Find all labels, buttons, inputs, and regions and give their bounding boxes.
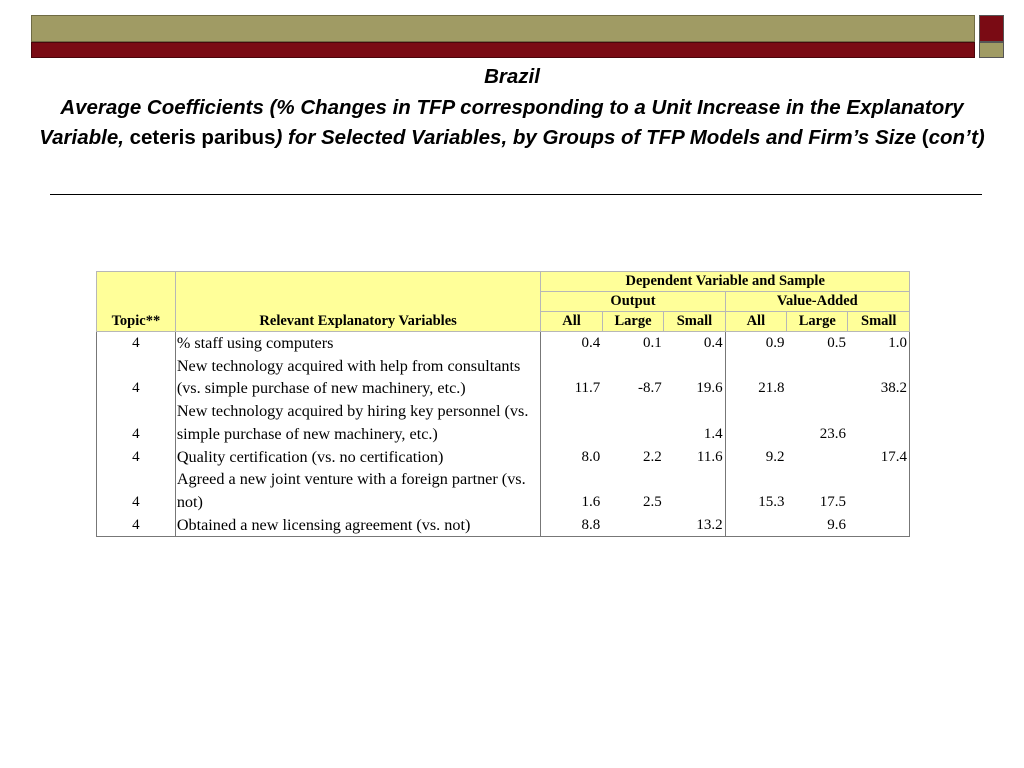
title-part-5: con’t) [928, 126, 985, 149]
output-all-cell: 8.8 [541, 514, 602, 537]
title-country: Brazil [484, 65, 540, 88]
slide-title [30, 62, 994, 154]
output-all-cell: 1.6 [581, 493, 601, 510]
header-dependent-variable: Dependent Variable and Sample [541, 272, 910, 292]
header-output-all: All [541, 312, 602, 332]
value-added-small-cell: 17.4 [848, 446, 910, 469]
value-added-all-cell [725, 514, 786, 537]
value-added-small-cell [848, 468, 910, 513]
header-topic: Topic** [97, 272, 176, 332]
value-added-all-cell [725, 400, 786, 445]
corner-square-olive [979, 42, 1004, 58]
topic-cell: 4 [97, 514, 176, 537]
table-row [97, 400, 910, 445]
value-added-large-cell: 0.5 [787, 332, 848, 355]
title-part-3: ) for Selected Variables, by Groups of TFP Models and Firm’s Size [275, 126, 917, 149]
variable-cell: Quality certification (vs. no certification) [175, 446, 541, 469]
output-large-cell: 0.1 [602, 332, 663, 355]
header-banner-maroon [31, 42, 975, 58]
header-output-small: Small [664, 312, 725, 332]
table-row [97, 355, 910, 400]
header-value-added-all: All [725, 312, 786, 332]
output-all-cell: 11.7 [574, 380, 601, 397]
header-value-added-large: Large [787, 312, 848, 332]
output-large-cell: 2.2 [642, 448, 662, 465]
output-large-cell [602, 514, 663, 537]
variable-cell: New technology acquired with help from consultants (vs. simple purchase of new machinery, etc.) [175, 355, 541, 400]
variable-cell: % staff using computers [175, 332, 541, 355]
table-row [97, 514, 910, 537]
output-large-cell [602, 400, 663, 445]
variable-cell: New technology acquired by hiring key personnel (vs. simple purchase of new machinery, etc.) [175, 400, 541, 445]
header-banner-olive [31, 15, 975, 42]
title-part-1: Average Coefficients (% Changes in TFP corresponding to a Unit Increase in the Explanatory Variable, [39, 95, 964, 149]
output-all-cell: 0.4 [541, 332, 602, 355]
value-added-large-cell: 17.5 [819, 493, 846, 510]
variable-cell: Obtained a new licensing agreement (vs. not) [175, 514, 541, 537]
header-variables: Relevant Explanatory Variables [175, 272, 541, 332]
value-added-all-cell: 21.8 [758, 380, 785, 397]
value-added-small-cell: 1.0 [848, 332, 910, 355]
value-added-large-cell [787, 355, 848, 400]
value-added-small-cell [848, 514, 910, 537]
header-value-added: Value-Added [725, 292, 909, 312]
topic-cell: 4 [97, 468, 176, 513]
title-subtitle [30, 93, 994, 154]
value-added-large-cell: 23.6 [819, 425, 846, 442]
title-divider [50, 194, 982, 195]
value-added-all-cell: 0.9 [725, 332, 786, 355]
output-small-cell: 1.4 [664, 400, 725, 445]
topic-cell: 4 [97, 446, 176, 469]
output-all-cell [541, 400, 602, 445]
topic-cell: 4 [97, 355, 176, 400]
output-small-cell: 11.6 [664, 446, 725, 469]
variable-cell: Agreed a new joint venture with a foreign partner (vs. not) [175, 468, 541, 513]
output-all-cell: 8.0 [581, 448, 601, 465]
topic-cell: 4 [97, 332, 176, 355]
header-output: Output [541, 292, 725, 312]
value-added-all-cell: 9.2 [765, 448, 785, 465]
output-small-cell: 0.4 [664, 332, 725, 355]
table-row [97, 468, 910, 513]
title-part-4: ( [921, 126, 929, 149]
topic-cell: 4 [97, 400, 176, 445]
header-output-large: Large [602, 312, 663, 332]
value-added-small-cell: 38.2 [848, 355, 910, 400]
value-added-small-cell [848, 400, 910, 445]
coefficients-table [96, 271, 910, 537]
title-part-2: ceteris paribus [129, 126, 276, 149]
output-small-cell [664, 468, 725, 513]
table-row [97, 332, 910, 355]
corner-square-maroon [979, 15, 1004, 42]
value-added-large-cell [787, 446, 848, 469]
output-large-cell: 2.5 [642, 493, 662, 510]
table-body [97, 332, 910, 537]
output-large-cell: -8.7 [637, 380, 662, 397]
value-added-all-cell: 15.3 [758, 493, 785, 510]
value-added-large-cell: 9.6 [787, 514, 848, 537]
header-value-added-small: Small [848, 312, 910, 332]
table-row [97, 446, 910, 469]
output-small-cell: 19.6 [664, 355, 725, 400]
output-small-cell: 13.2 [664, 514, 725, 537]
